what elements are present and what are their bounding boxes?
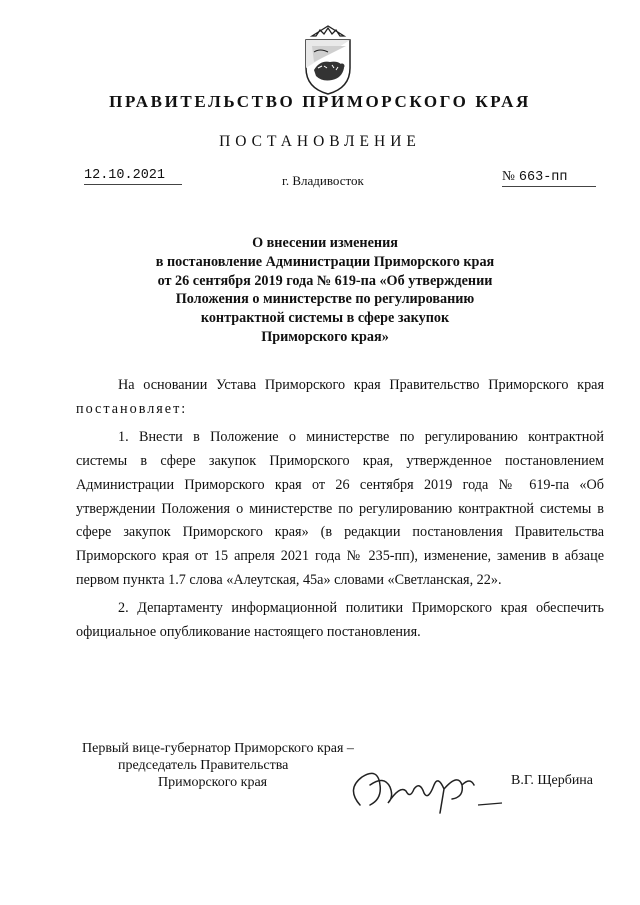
number-value: 663-пп bbox=[518, 170, 568, 185]
subject-line: контрактной системы в сфере закупок bbox=[200, 310, 450, 327]
intro-verb: постановляет: bbox=[76, 400, 188, 417]
subject-line: Приморского края» bbox=[261, 328, 389, 345]
subject-line: О внесении изменения bbox=[252, 235, 398, 251]
subject-line: от 26 сентября 2019 года № 619-па «Об утверждении bbox=[157, 272, 493, 289]
intro-text: На основании Устава Приморского края Правительство Приморского края bbox=[118, 377, 604, 393]
signatory-title-line1: Первый вице-губернатор Приморского края – bbox=[82, 741, 354, 756]
number-underline bbox=[502, 186, 596, 187]
subject-line: Положения о министерстве по регулированию bbox=[175, 291, 475, 308]
coat-of-arms-icon bbox=[298, 22, 358, 96]
item-2: 2. Департаменту информационной политики Приморского края обеспечить официальное опубликование настоящего постановления. bbox=[76, 600, 604, 641]
document-body bbox=[76, 374, 604, 645]
signatory-name: В.Г. Щербина bbox=[511, 773, 594, 788]
document-subject bbox=[120, 234, 530, 347]
document-city: г. Владивосток bbox=[282, 173, 364, 188]
document-type: ПОСТАНОВЛЕНИЕ bbox=[219, 133, 421, 150]
government-title: ПРАВИТЕЛЬСТВО ПРИМОРСКОГО КРАЯ bbox=[109, 92, 531, 111]
document-date: 12.10.2021 bbox=[84, 168, 182, 185]
intro-paragraph bbox=[76, 374, 604, 421]
document-number bbox=[502, 168, 568, 185]
signatory-title bbox=[82, 740, 354, 791]
handwritten-signature-icon bbox=[340, 755, 510, 819]
subject-line: в постановление Администрации Приморского края bbox=[155, 253, 495, 270]
signatory-title-line2: председатель Правительства bbox=[118, 758, 289, 773]
signatory-title-line3: Приморского края bbox=[158, 775, 268, 790]
item-1: 1. Внести в Положение о министерстве по регулированию контрактной системы в сфере закупок Приморского края, утвержденное постановлением Администрации Приморского края от 26 сентября 2019 года № 619-па «Об утверждении Положения о министерстве по регулированию контрактной системы в сфере закупок Приморского края» (в редакции постановления Правительства Приморского края от 15 апреля 2021 года № 235-пп), изменение, заменив в абзаце первом пункта 1.7 слова «Алеутская, 45а» словами «Светланская, 22». bbox=[76, 429, 604, 588]
number-sign: № bbox=[502, 168, 515, 183]
